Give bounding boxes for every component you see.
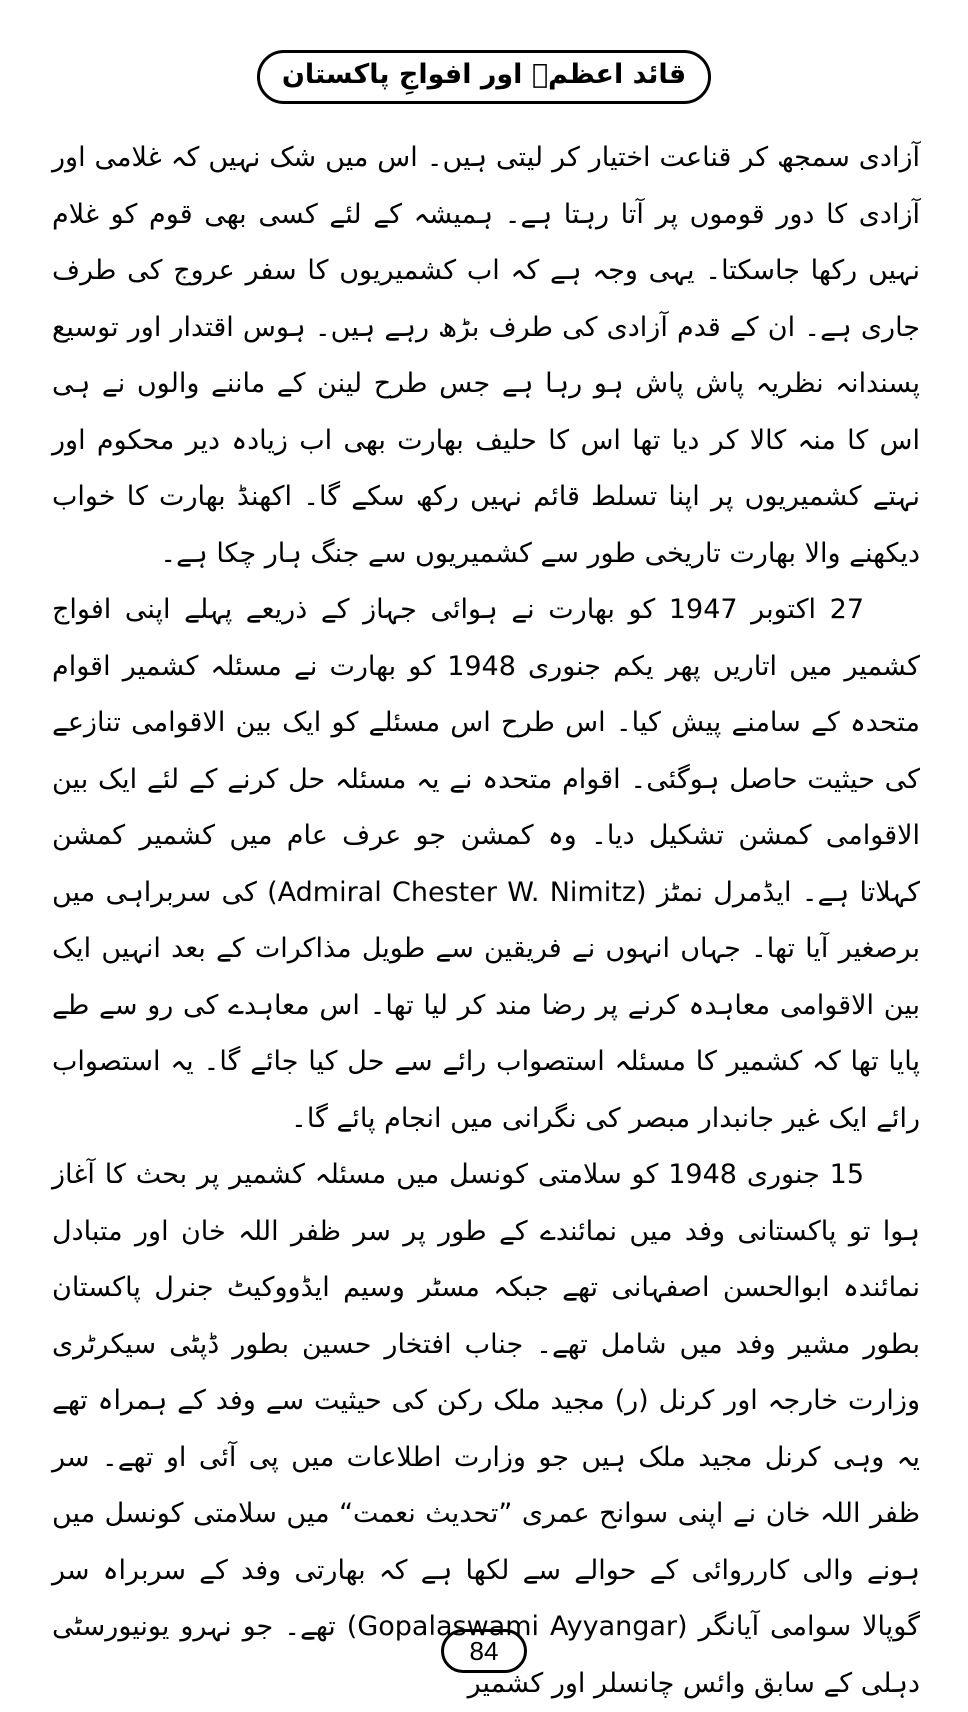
paragraph-1: آزادی سمجھ کر قناعت اختیار کر لیتی ہیں۔ اس میں شک نہیں کہ غلامی اور آزادی کا دور قوموں پر آتا رہتا ہے۔ ہمیشہ کے لئے کسی بھی قوم کو غلام نہیں رکھا جاسکتا۔ یہی وجہ ہے کہ اب کشمیریوں کا سفر عروج کی طرف جاری ہے۔ ان کے قدم آزادی کی طرف بڑھ رہے ہیں۔ ہوس اقتدار اور توسیع پسندانہ نظریہ پاش پاش ہو رہا ہے جس طرح لینن کے ماننے والوں نے ہی اس کا منہ کالا کر دیا تھا اس کا حلیف بھارت بھی اب زیادہ دیر محکوم اور نہتے کشمیریوں پر اپنا تسلط قائم نہیں رکھ سکے گا۔ اکھنڈ بھارت کا خواب دیکھنے والا بھارت تاریخی طور سے کشمیریوں سے جنگ ہار چکا ہے۔ xyxy=(52,142,920,569)
page-header xyxy=(0,50,968,104)
page-number: 84 xyxy=(441,1629,527,1673)
paragraph-3: 15 جنوری 1948 کو سلامتی کونسل میں مسئلہ کشمیر پر بحث کا آغاز ہوا تو پاکستانی وفد میں نمائندے کے طور پر سر ظفر اللہ خان اور متبادل نمائندہ ابوالحسن اصفہانی تھے جبکہ مسٹر وسیم ایڈووکیٹ جنرل پاکستان بطور مشیر وفد میں شامل تھے۔ جناب افتخار حسین بطور ڈپٹی سیکرٹری وزارت خارجہ اور کرنل (ر) مجید ملک رکن کی حیثیت سے وفد کے ہمراہ تھے یہ وہی کرنل مجید ملک ہیں جو وزارت اطلاعات میں پی آئی او تھے۔ سر ظفر اللہ خان نے اپنی سوانح عمری ”تحدیث نعمت“ میں سلامتی کونسل میں ہونے والی کارروائی کے حوالے سے لکھا ہے کہ بھارتی وفد کے سربراہ سر گوپالا سوامی آیانگر (Gopalaswami Ayyangar) تھے۔ جو نہرو یونیورسٹی دہلی کے سابق وائس چانسلر اور کشمیر xyxy=(52,1159,921,1699)
page-footer xyxy=(0,1629,968,1673)
body-text xyxy=(52,130,920,1712)
paragraph-2: 27 اکتوبر 1947 کو بھارت نے ہوائی جہاز کے ذریعے پہلے اپنی افواج کشمیر میں اتاریں پھر یکم جنوری 1948 کو بھارت نے مسئلہ کشمیر اقوام متحدہ کے سامنے پیش کیا۔ اس طرح اس مسئلے کو ایک بین الاقوامی تنازعے کی حیثیت حاصل ہوگئی۔ اقوام متحدہ نے یہ مسئلہ حل کرنے کے لئے ایک بین الاقوامی کمشن تشکیل دیا۔ وہ کمشن جو عرف عام میں کشمیر کمشن کہلاتا ہے۔ ایڈمرل نمٹز (Admiral Chester W. Nimitz) کی سربراہی میں برصغیر آیا تھا۔ جہاں انہوں نے فریقین سے طویل مذاکرات کے بعد انہیں ایک بین الاقوامی معاہدہ کرنے پر رضا مند کر لیا تھا۔ اس معاہدے کی رو سے طے پایا تھا کہ کشمیر کا مسئلہ استصواب رائے سے حل کیا جائے گا۔ یہ استصواب رائے ایک غیر جانبدار مبصر کی نگرانی میں انجام پائے گا۔ xyxy=(52,594,920,1134)
running-title: قائد اعظمؒ اور افواجِ پاکستان xyxy=(257,50,711,104)
